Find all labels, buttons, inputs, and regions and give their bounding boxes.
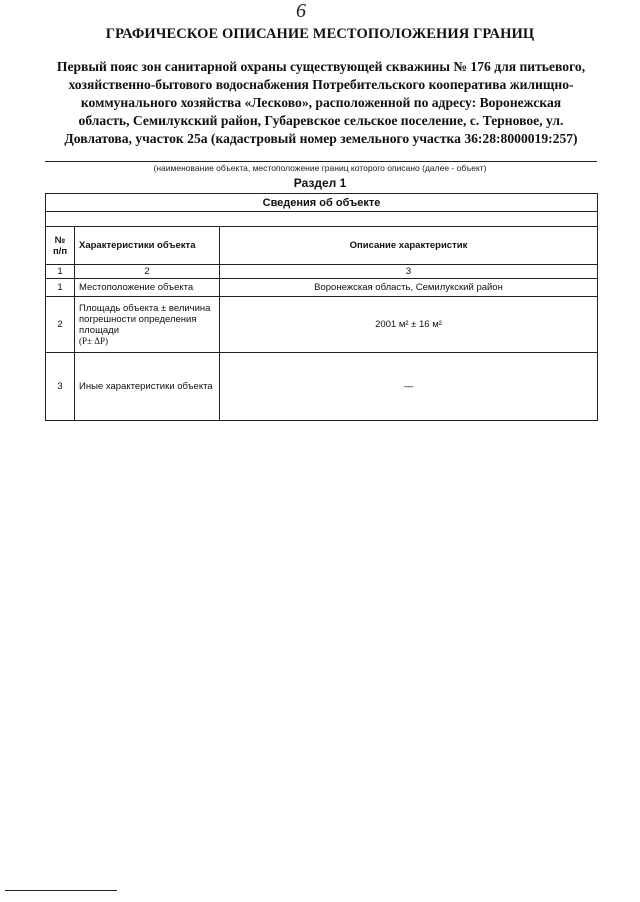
header-num: № п/п [46,227,75,265]
footer-rule [5,890,117,891]
row-number: 2 [46,297,75,353]
table-row [46,279,598,297]
column-number: 2 [75,265,220,279]
object-info-table [45,193,598,421]
row-value: — [220,353,598,421]
column-number: 3 [220,265,598,279]
table-caption-row [46,194,598,212]
row-characteristic: Площадь объекта ± величина погрешности определения площади [79,303,211,336]
row-characteristic-formula: (Р± ΔР) [79,336,108,346]
row-number: 3 [46,353,75,421]
column-number-row [46,265,598,279]
table-row [46,353,598,421]
table-header-row [46,227,598,265]
document-title: ГРАФИЧЕСКОЕ ОПИСАНИЕ МЕСТОПОЛОЖЕНИЯ ГРАНИЦ [105,26,535,42]
row-value: 2001 м² ± 16 м² [220,297,598,353]
header-characteristic: Характеристики объекта [75,227,220,265]
section-title: Раздел 1 [293,176,347,190]
column-number: 1 [46,265,75,279]
table-spacer [46,212,598,227]
row-characteristic: Иные характеристики объекта [75,353,220,421]
row-value: Воронежская область, Семилукский район [220,279,598,297]
row-characteristic-cell [75,297,220,353]
table-caption: Сведения об объекте [46,194,598,212]
object-note: (наименование объекта, местоположение границ которого описано (далее - объект) [153,163,487,173]
row-characteristic: Местоположение объекта [75,279,220,297]
row-number: 1 [46,279,75,297]
table-row [46,297,598,353]
table-spacer-row [46,212,598,227]
page-number: 6 [296,0,306,22]
header-description: Описание характеристик [220,227,598,265]
object-underline [45,161,597,162]
object-subtitle: Первый пояс зон санитарной охраны существующей скважины № 176 для питьевого, хозяйственно-бытового водоснабжения Потребительского кооператива жилищно-коммунального хозяйства «Лесково», расположенной по адресу: Воронежская область, Семилукский район, Губаревское сельское поселение, с. Терновое, ул. Довлатова, участок 25а (кадастровый номер земельного участка 36:28:8000019:257) [56,59,586,146]
